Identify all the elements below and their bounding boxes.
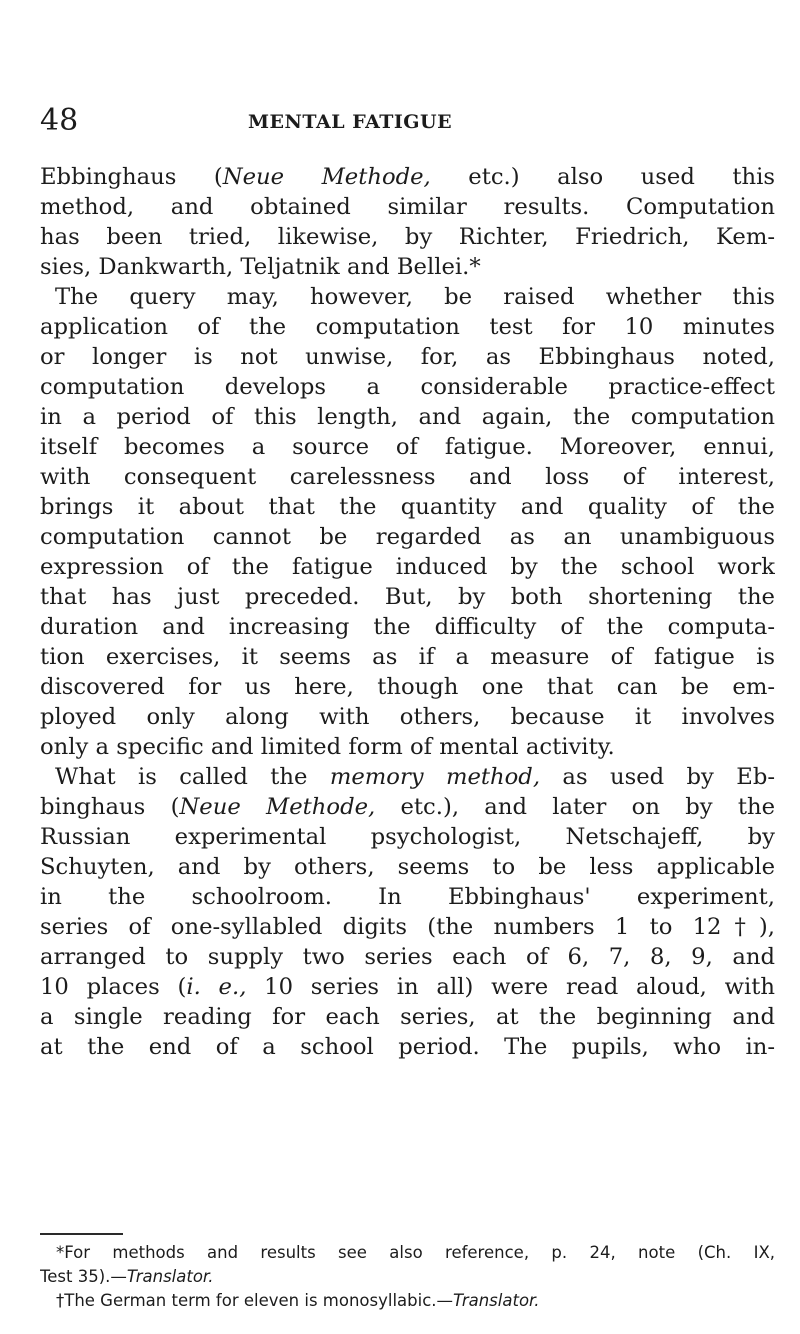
text-line: duration and increasing the difficulty of the computa- [40, 614, 775, 640]
text-line: computation develops a considerable practice-effect [40, 374, 775, 400]
text-line: a single reading for each series, at the beginning and [40, 1004, 775, 1030]
text-line: Schuyten, and by others, seems to be less applicable [40, 854, 775, 880]
text-line: discovered for us here, though one that can be em- [40, 674, 775, 700]
text-line: binghaus (Neue Methode, etc.), and later on by the [40, 794, 775, 820]
text-line: only a specific and limited form of mental activity. [40, 734, 615, 760]
footnote-line: *For methods and results see also reference, p. 24, note (Ch. IX, [56, 1243, 775, 1262]
text-line: has been tried, likewise, by Richter, Friedrich, Kem- [40, 224, 775, 250]
text-line: ployed only along with others, because it involves [40, 704, 775, 730]
footnote-rule [40, 1233, 123, 1235]
page-number: 48 [40, 103, 79, 138]
text-line: sies, Dankwarth, Teljatnik and Bellei.* [40, 254, 481, 280]
text-line: The query may, however, be raised whether this [55, 284, 775, 310]
text-line: arranged to supply two series each of 6, 7, 8, 9, and [40, 944, 775, 970]
footnote-line: Test 35).—Translator. [40, 1267, 214, 1286]
text-line: with consequent carelessness and loss of interest, [40, 464, 775, 490]
footnotes [40, 1241, 775, 1313]
text-line: in a period of this length, and again, the computation [40, 404, 775, 430]
footnote-line: †The German term for eleven is monosyllabic.—Translator. [56, 1291, 540, 1310]
text-line: computation cannot be regarded as an unambiguous [40, 524, 775, 550]
text-line: 10 places (i. e., 10 series in all) were read aloud, with [40, 974, 775, 1000]
text-line: expression of the fatigue induced by the school work [40, 554, 775, 580]
text-line: or longer is not unwise, for, as Ebbinghaus noted, [40, 344, 775, 370]
text-line: Ebbinghaus (Neue Methode, etc.) also used this [40, 164, 775, 190]
text-line: series of one-syllabled digits (the numbers 1 to 12†), [40, 914, 775, 940]
text-line: itself becomes a source of fatigue. Moreover, ennui, [40, 434, 775, 460]
text-line: method, and obtained similar results. Computation [40, 194, 775, 220]
text-line: Russian experimental psychologist, Netschajeff, by [40, 824, 775, 850]
text-line: application of the computation test for 10 minutes [40, 314, 775, 340]
running-head [40, 101, 775, 141]
text-line: What is called the memory method, as used by Eb- [55, 764, 775, 790]
running-title: MENTAL FATIGUE [248, 111, 453, 133]
body-text [40, 162, 775, 1062]
text-line: at the end of a school period. The pupils, who in- [40, 1034, 775, 1060]
text-line: brings it about that the quantity and quality of the [40, 494, 775, 520]
text-line: tion exercises, it seems as if a measure of fatigue is [40, 644, 775, 670]
text-line: that has just preceded. But, by both shortening the [40, 584, 775, 610]
text-line: in the schoolroom. In Ebbinghaus' experiment, [40, 884, 775, 910]
